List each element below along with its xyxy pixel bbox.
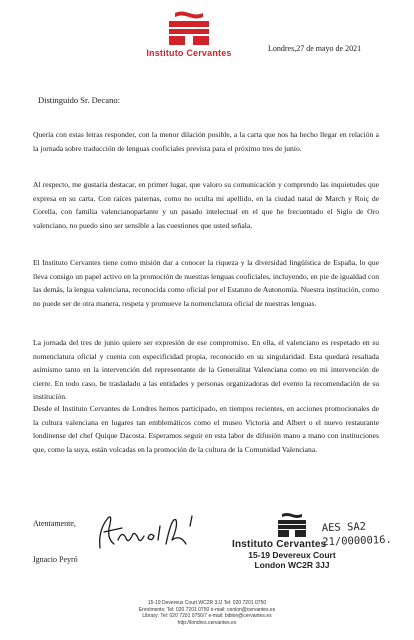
registry-note-line-1: AES SA2	[321, 520, 367, 535]
cervantes-emblem-icon	[161, 10, 217, 46]
letterhead-footer	[0, 600, 414, 626]
instituto-cervantes-logo	[144, 10, 234, 58]
footer-library-line: Library: Tel: 020 7201 0756/7 e-mail: biblon@cervantes.es	[142, 613, 272, 619]
letter-paragraph-5: Desde el Instituto Cervantes de Londres hemos participado, en tiempos recientes, en acciones promocionales de la cultura valenciana en lugares tan emblemáticos como el museo Victoria and Albert o el nuevo restaurante londinense del chef Quique Dacosta. Esperamos seguir en esta labor de difusión mano a mano con instituciones que, como la suya, están volcadas en la promoción de la cultura de la Comunidad Valenciana.	[33, 404, 379, 454]
letter-closing: Atentamente,	[33, 519, 76, 528]
footer-address-line: 15-19 Devereux Court WC2R 3JJ Tel: 020 7201 0750	[147, 600, 267, 606]
handwritten-registry-note	[322, 519, 392, 549]
logo-wordmark: Instituto Cervantes	[146, 48, 232, 58]
footer-enrolments-line: Enrolments: Tel: 020 7201 0750 e-mail: cenlon@cervantes.es	[138, 606, 276, 613]
stamp-address-line-2: London WC2R 3JJ	[254, 560, 330, 570]
cervantes-stamp-emblem-icon	[272, 512, 312, 538]
footer-website-link[interactable]: http://londres.cervantes.es	[177, 619, 237, 626]
letter-greeting: Distinguido Sr. Decano:	[38, 95, 120, 105]
letter-paragraph-2: Al respecto, me gustaría destacar, en primer lugar, que valoro su comunicación y comprendo las inquietudes que expresa en su carta. Con raíces paternas, como no oculta mi apellido, en la ciudad natal de March y Roiç de Corella, con familia valencianoparlante y un pasado intelectual en el que he frecuentado el Siglo de Oro valenciano, no puedo sino ser sensible a las cuestiones que usted señala.	[33, 180, 379, 230]
signer-name: Ignacio Peyró	[33, 555, 78, 564]
letter-paragraph-4: La jornada del tres de junio quiere ser expresión de ese compromiso. En ella, el valenciano es respetado en su nomenclatura oficial y cuenta con especificidad propia, reconocido en su singularidad. Esta quedará resaltada asimismo tanto en la intervención del representante de la Generalitat Valenciana como en mi intervención de cierre. En todo caso, he trasladado a las entidades y personas organizadoras del evento la recomendación de su institución.	[33, 338, 379, 401]
letter-paragraph-1: Quería con estas letras responder, con la menor dilación posible, a la carta que nos ha hecho llegar en relación a la jornada sobre traducción de lenguas cooficiales prevista para el próximo tres de junio.	[33, 130, 379, 153]
letter-paragraph-3: El Instituto Cervantes tiene como misión dar a conocer la riqueza y la diversidad lingüística de España, lo que lleva consigo un papel activo en la promoción de nuestras lenguas cooficiales, incluyendo, en pie de igualdad con las demás, la lengua valenciana, reconocida como oficial por el Estatuto de Autonomía. Nuestra institución, como no puede ser de otra manera, respeta y promueve la nomenclatura oficial de nuestras lenguas.	[33, 258, 379, 308]
stamp-address-line-1: 15-19 Devereux Court	[248, 550, 336, 560]
handwritten-signature	[94, 510, 214, 561]
stamp-institution-name: Instituto Cervantes	[232, 539, 327, 550]
registry-note-line-2: 21/0000016.	[322, 533, 392, 549]
letter-date: Londres,27 de mayo de 2021	[268, 44, 362, 53]
